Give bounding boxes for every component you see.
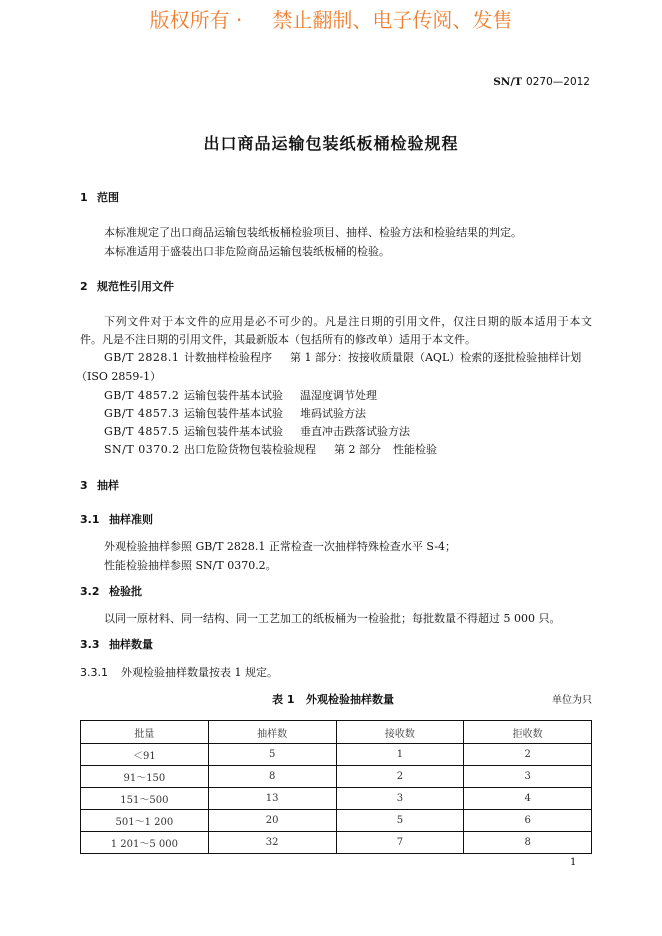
table-cell: ＜91 [81,744,209,766]
section-3-3-title: 抽样数量 [109,638,153,651]
ref-5-part: 第 2 部分 [334,443,381,456]
table-cell: 8 [464,832,592,854]
section-1-paragraph-1: 本标准规定了出口商品运输包装纸板桶检验项目、抽样、检验方法和检验结果的判定。 [104,226,522,239]
table-cell: 6 [464,810,592,832]
table-header-cell: 拒收数 [464,721,592,744]
table-cell: 7 [336,832,464,854]
table-header-cell: 批量 [81,721,209,744]
table-cell: 2 [336,766,464,788]
clause-3-3-1-text: 外观检验抽样数量按表 1 规定。 [121,666,278,679]
ref-1-title: 计数抽样检验程序 [184,351,272,364]
table-cell: 501～1 200 [81,810,209,832]
ref-5-title: 出口危险货物包装检验规程 [184,443,316,456]
section-3-2-title: 检验批 [109,585,142,598]
table-cell: 91～150 [81,766,209,788]
table-row [81,766,592,788]
ref-4-code: GB/T 4857.5 [104,425,180,438]
section-3-1-number: 3.1 [80,513,100,526]
section-3-2-line-1: 以同一原材料、同一结构、同一工艺加工的纸板桶为一检验批；每批数量不得超过 5 000 只。 [104,612,561,625]
table-cell: 1 201～5 000 [81,832,209,854]
table-cell: 2 [464,744,592,766]
table-cell: 32 [208,832,336,854]
section-2-title: 规范性引用文件 [97,280,174,293]
standard-prefix: SN/T [493,76,523,88]
table-row [81,832,592,854]
section-2-intro-line-2: 件。凡是不注日期的引用文件，其最新版本（包括所有的修改单）适用于本文件。 [80,333,476,346]
section-3-1-title: 抽样准则 [109,513,153,526]
clause-3-3-1-number: 3.3.1 [80,666,108,679]
table-row [81,788,592,810]
section-3-3-number: 3.3 [80,638,100,651]
ref-1-code: GB/T 2828.1 [104,351,180,364]
banner-part-2: 禁止翻制、电子传阅、发售 [272,8,513,32]
section-3-title: 抽样 [97,479,119,492]
table-cell: 20 [208,810,336,832]
table-cell: 3 [336,788,464,810]
section-1-title: 范围 [97,191,119,204]
ref-5-code: SN/T 0370.2 [104,443,180,456]
table-header-cell: 抽样数 [208,721,336,744]
section-3-number: 3 [80,479,88,492]
table-row [81,744,592,766]
table-cell: 3 [464,766,592,788]
table-header-row [81,721,592,744]
sampling-table [80,720,592,854]
table-cell: 8 [208,766,336,788]
page-number: 1 [570,857,577,868]
ref-4-title: 运输包装件基本试验 [184,425,283,438]
standard-code [493,74,590,90]
ref-3-code: GB/T 4857.3 [104,407,180,420]
table-caption-number: 表 1 [272,693,295,706]
table-cell: 4 [464,788,592,810]
section-3-2-number: 3.2 [80,585,100,598]
table-cell: 151～500 [81,788,209,810]
ref-2-code: GB/T 4857.2 [104,389,180,402]
table-header-cell: 接收数 [336,721,464,744]
standard-number: 0270—2012 [526,76,590,88]
section-2-intro-line-1: 下列文件对于本文件的应用是必不可少的。凡是注日期的引用文件，仅注日期的版本适用于本文 [104,315,592,328]
ref-1-subtitle: 第 1 部分：按接收质量限（AQL）检索的逐批检验抽样计划 [290,351,582,364]
ref-4-subtitle: 垂直冲击跌落试验方法 [300,425,410,438]
table-cell: 5 [208,744,336,766]
ref-3-title: 运输包装件基本试验 [184,407,283,420]
copyright-banner [0,5,662,35]
table-row [81,810,592,832]
section-3-1-line-1: 外观检验抽样参照 GB/T 2828.1 正常检查一次抽样特殊检查水平 S-4； [104,540,457,553]
ref-2-subtitle: 温湿度调节处理 [300,389,377,402]
section-3-1-line-2: 性能检验抽样参照 SN/T 0370.2。 [104,559,277,572]
table-cell: 1 [336,744,464,766]
table-cell: 13 [208,788,336,810]
document-title: 出口商品运输包装纸板桶检验规程 [203,134,459,153]
ref-1-continuation: （ISO 2859-1） [76,370,162,383]
ref-5-subtitle: 性能检验 [393,443,437,456]
banner-part-1: 版权所有 · [149,8,243,32]
section-2-number: 2 [80,280,88,293]
ref-3-subtitle: 堆码试验方法 [300,407,366,420]
section-1-paragraph-2: 本标准适用于盛装出口非危险商品运输包装纸板桶的检验。 [104,245,390,258]
table-cell: 5 [336,810,464,832]
ref-2-title: 运输包装件基本试验 [184,389,283,402]
table-unit: 单位为只 [552,695,592,706]
table-caption-title: 外观检验抽样数量 [306,693,394,706]
section-1-number: 1 [80,191,88,204]
